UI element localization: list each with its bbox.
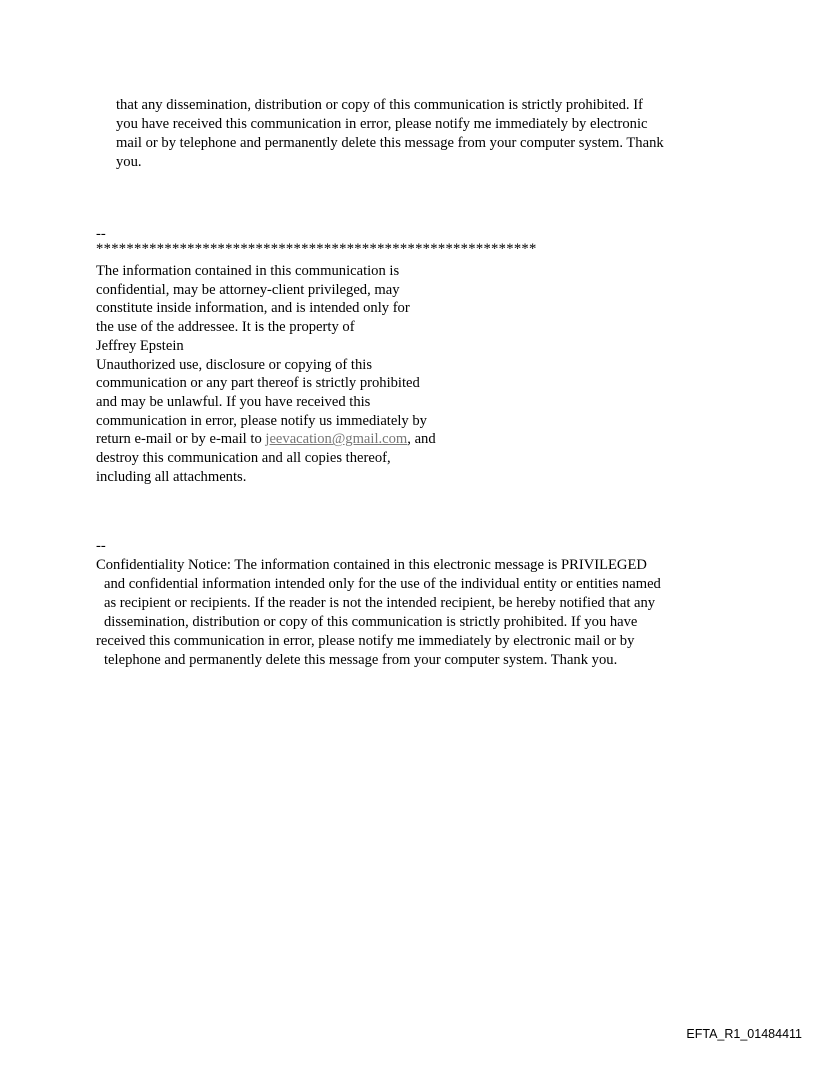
email-line-suffix: , and	[407, 431, 436, 448]
document-id-stamp: EFTA_R1_01484411	[686, 1027, 802, 1041]
notice-line: as recipient or recipients. If the reader is not the intended recipient, be hereby notified that any	[104, 595, 656, 611]
disclaimer-line: communication or any part thereof is strictly prohibited	[96, 375, 420, 392]
email-line-prefix: return e-mail or by e-mail to	[96, 431, 266, 448]
disclaimer-line: Unauthorized use, disclosure or copying of this	[96, 356, 373, 373]
quoted-notice-line: you.	[116, 154, 142, 170]
disclaimer-line: communication in error, please notify us immediately by	[96, 412, 427, 429]
disclaimer-line: constitute inside information, and is intended only for	[96, 300, 410, 317]
disclaimer-line: the use of the addressee. It is the property of	[96, 319, 355, 336]
quoted-notice-line: that any dissemination, distribution or copy of this communication is strictly prohibited. If	[116, 97, 643, 113]
disclaimer-line: The information contained in this communication is	[96, 263, 400, 279]
disclaimer-line: and may be unlawful. If you have received this	[96, 393, 371, 410]
email-link[interactable]: jeevacation@gmail.com	[265, 431, 408, 448]
disclaimer-line: including all attachments.	[96, 468, 247, 485]
disclaimer-line: Jeffrey Epstein	[96, 337, 184, 354]
notice-line: and confidential information intended only for the use of the individual entity or entities named	[104, 576, 661, 592]
disclaimer-line: confidential, may be attorney-client privileged, may	[96, 281, 400, 298]
notice-line: dissemination, distribution or copy of this communication is strictly prohibited. If you have	[104, 614, 638, 630]
signature-separator: --	[96, 226, 106, 242]
quoted-notice-line: mail or by telephone and permanently delete this message from your computer system. Thank	[116, 135, 664, 151]
notice-first-line: Confidentiality Notice: The information contained in this electronic message is PRIVILEGED	[96, 557, 647, 573]
confidentiality-notice	[96, 556, 661, 670]
notice-line: received this communication in error, please notify me immediately by electronic mail or by	[96, 633, 635, 649]
disclaimer-line: destroy this communication and all copies thereof,	[96, 450, 391, 467]
quoted-notice-line: you have received this communication in error, please notify me immediately by electronic	[116, 116, 648, 132]
disclaimer-email-line	[96, 430, 436, 449]
notice-line: telephone and permanently delete this message from your computer system. Thank you.	[104, 652, 618, 668]
asterisk-divider: **********************************************************	[96, 241, 537, 257]
email-disclaimer	[96, 262, 436, 486]
signature-separator: --	[96, 538, 106, 554]
quoted-confidentiality-notice	[116, 96, 756, 172]
